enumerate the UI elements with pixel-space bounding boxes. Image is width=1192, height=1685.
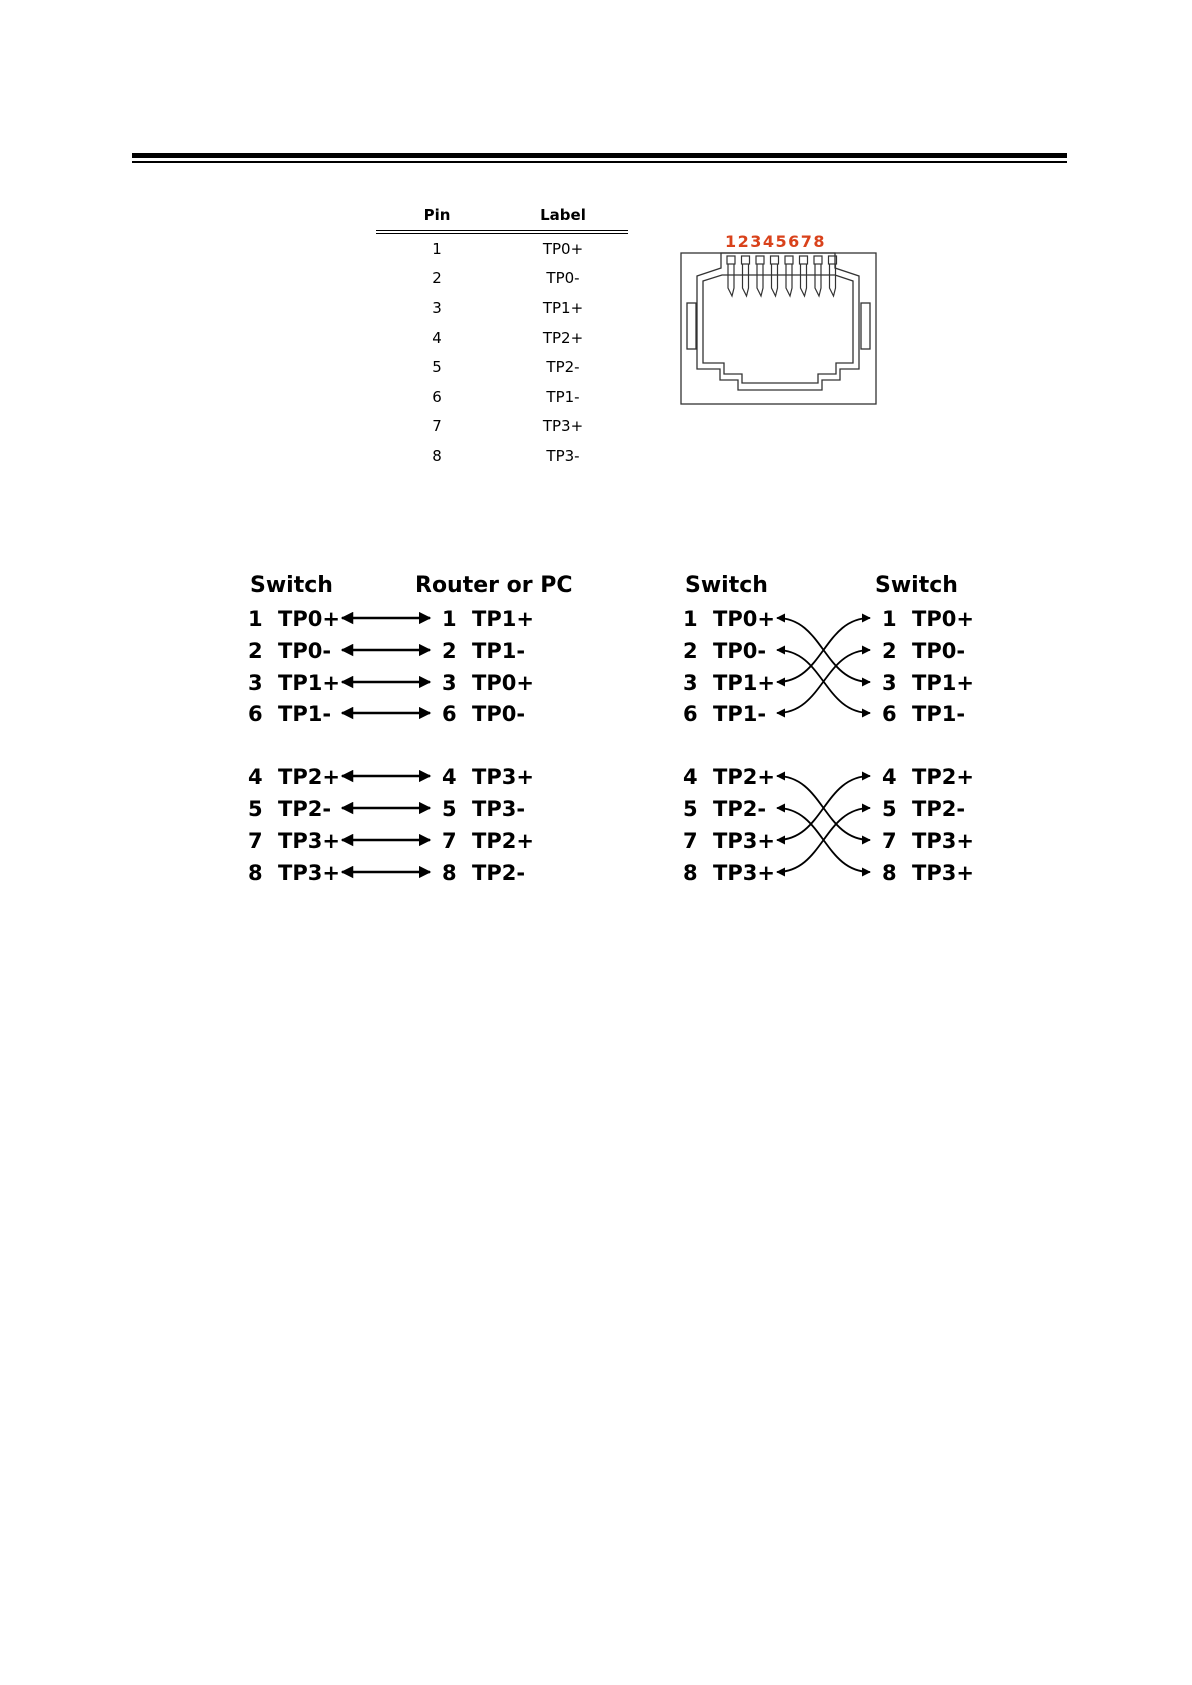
straight-right-label: TP2+ [472,829,534,853]
crossover-diagram [683,573,974,885]
crossover-left-label: TP1+ [713,671,775,695]
crossover-connection-arrow [777,776,870,840]
crossover-right-label: TP0+ [912,607,974,631]
crossover-left-pin: 7 [683,829,698,853]
table-row [376,352,628,382]
crossover-left-pin: 4 [683,765,698,789]
connector-contact [830,264,836,296]
wiring-diagrams [230,560,980,890]
straight-left-label: TP1+ [278,671,340,695]
connector-pin-slot [814,256,822,264]
crossover-right-label: TP3+ [912,861,974,885]
table-header-row [376,202,628,232]
connector-pin-numbers: 12345678 [725,232,827,251]
header-rule-thick [132,153,1067,158]
table-row [376,412,628,442]
crossover-left-header: Switch [685,573,768,598]
straight-right-pin: 1 [442,607,457,631]
label-cell: TP3+ [542,417,584,436]
straight-left-pin: 1 [248,607,263,631]
pin-cell: 8 [432,446,442,465]
crossover-left-pin: 6 [683,702,698,726]
straight-left-label: TP3+ [278,829,340,853]
connector-contact [757,264,763,296]
pin-cell: 3 [432,298,442,317]
label-cell: TP0- [546,269,580,288]
straight-left-header: Switch [250,573,333,598]
crossover-right-label: TP3+ [912,829,974,853]
table-row [376,293,628,323]
straight-left-pin: 4 [248,765,263,789]
label-cell: TP1+ [542,298,584,317]
straight-right-pin: 6 [442,702,457,726]
crossover-left-pin: 3 [683,671,698,695]
straight-left-label: TP3+ [278,861,340,885]
crossover-right-pin: 5 [882,797,897,821]
crossover-left-pin: 5 [683,797,698,821]
straight-right-label: TP1+ [472,607,534,631]
connector-pin-slot [771,256,779,264]
straight-right-pin: 4 [442,765,457,789]
label-cell: TP2+ [542,328,584,347]
straight-right-label: TP2- [472,861,526,885]
table-row [376,441,628,471]
connector-pin-slot [800,256,808,264]
straight-right-label: TP3+ [472,765,534,789]
crossover-right-pin: 8 [882,861,897,885]
crossover-left-label: TP0+ [713,607,775,631]
straight-left-label: TP0+ [278,607,340,631]
connector-contacts [727,256,837,296]
pin-cell: 4 [432,328,442,347]
straight-left-pin: 2 [248,639,263,663]
straight-left-pin: 8 [248,861,263,885]
straight-left-pin: 7 [248,829,263,853]
header-rule-thin [132,161,1067,163]
crossover-left-pin: 1 [683,607,698,631]
crossover-connection-arrow [777,618,870,682]
connector-contact [728,264,734,296]
connector-contact [815,264,821,296]
table-row [376,264,628,294]
connector-pin-slot [785,256,793,264]
connector-pin-slot [742,256,750,264]
pin-cell: 6 [432,387,442,406]
label-cell: TP1- [546,387,580,406]
crossover-right-label: TP2- [912,797,966,821]
crossover-left-label: TP2- [713,797,767,821]
pin-assignment-table [376,202,628,471]
rj45-jack-icon [681,253,876,404]
straight-right-pin: 8 [442,861,457,885]
table-row [376,382,628,412]
table-row [376,232,628,264]
crossover-right-header: Switch [875,573,958,598]
connector-contact [772,264,778,296]
crossover-left-pin: 2 [683,639,698,663]
crossover-left-label: TP3+ [713,861,775,885]
pin-cell: 5 [432,358,442,377]
straight-right-label: TP3- [472,797,526,821]
connector-pin-slot [756,256,764,264]
crossover-right-label: TP1+ [912,671,974,695]
crossover-left-label: TP0- [713,639,767,663]
pin-cell: 2 [432,269,442,288]
crossover-left-pin: 8 [683,861,698,885]
straight-left-label: TP1- [278,702,332,726]
crossover-right-label: TP1- [912,702,966,726]
straight-right-label: TP0- [472,702,526,726]
crossover-right-label: TP0- [912,639,966,663]
crossover-right-pin: 7 [882,829,897,853]
crossover-right-pin: 6 [882,702,897,726]
straight-right-pin: 2 [442,639,457,663]
connector-contact [743,264,749,296]
table-row [376,323,628,353]
straight-right-pin: 7 [442,829,457,853]
straight-right-label: TP1- [472,639,526,663]
straight-left-pin: 5 [248,797,263,821]
straight-left-label: TP0- [278,639,332,663]
crossover-connection-arrow [777,650,870,713]
connector-contact [786,264,792,296]
pin-cell: 7 [432,417,442,436]
straight-left-pin: 3 [248,671,263,695]
straight-left-label: TP2- [278,797,332,821]
straight-right-pin: 5 [442,797,457,821]
pin-cell: 1 [432,239,442,258]
crossover-right-pin: 4 [882,765,897,789]
crossover-left-label: TP2+ [713,765,775,789]
pin-column-header: Pin [423,206,451,224]
straight-right-pin: 3 [442,671,457,695]
straight-left-pin: 6 [248,702,263,726]
straight-left-label: TP2+ [278,765,340,789]
connector-contact [801,264,807,296]
straight-right-label: TP0+ [472,671,534,695]
label-cell: TP3- [546,446,580,465]
label-cell: TP0+ [542,239,584,258]
crossover-right-pin: 3 [882,671,897,695]
straight-right-header: Router or PC [415,573,573,598]
crossover-left-label: TP1- [713,702,767,726]
rj45-connector-illustration [675,228,885,408]
crossover-connection-arrow [777,808,870,872]
crossover-right-pin: 1 [882,607,897,631]
label-column-header: Label [540,206,586,224]
crossover-left-label: TP3+ [713,829,775,853]
label-cell: TP2- [546,358,580,377]
crossover-right-label: TP2+ [912,765,974,789]
crossover-right-pin: 2 [882,639,897,663]
straight-through-diagram [248,573,573,885]
connector-pin-slot [727,256,735,264]
